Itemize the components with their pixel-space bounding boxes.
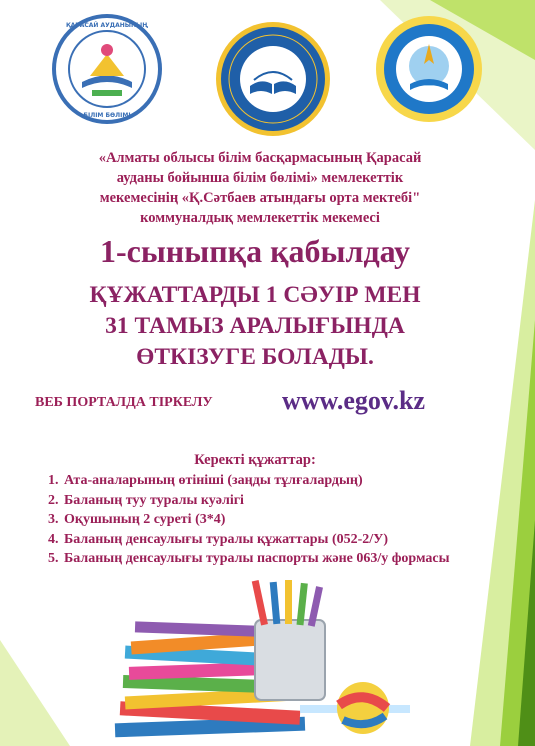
egov-link[interactable]: www.egov.kz xyxy=(282,386,425,415)
ministry-of-education-seal xyxy=(214,20,332,138)
header-line: мекемесінің «Қ.Сәтбаев атындағы орта мектебі" xyxy=(99,190,421,206)
documents-list xyxy=(42,471,462,569)
subtitle-line: ӨТКІЗУГЕ БОЛАДЫ. xyxy=(136,344,374,370)
registration-label: ВЕБ ПОРТАЛДА ТІРКЕЛУ xyxy=(35,395,213,410)
documents-title: Керекті құжаттар: xyxy=(194,452,316,468)
header-line: ауданы бойынша білім бөлімі» мемлекеттік xyxy=(116,170,404,186)
header-line: коммуналдық мемлекеттік мекемесі xyxy=(140,210,380,226)
header-line: «Алматы облысы білім басқармасының Қарасай xyxy=(98,150,422,166)
subtitle-line: 31 ТАМЫЗ АРАЛЫҒЫНДА xyxy=(105,313,405,339)
svg-text:ҚАРАСАЙ АУДАНЫНЫҢ: ҚАРАСАЙ АУДАНЫНЫҢ xyxy=(66,22,148,29)
school-supplies-illustration xyxy=(95,580,455,746)
svg-text:БІЛІМ БӨЛІМІ: БІЛІМ БӨЛІМІ xyxy=(83,112,131,119)
list-item: 4. Баланың денсаулығы туралы құжаттары (052-2/У) xyxy=(62,530,462,550)
list-item: 5. Баланың денсаулығы туралы паспорты және 063/у формасы xyxy=(62,549,462,569)
subtitle xyxy=(30,280,480,373)
karasai-education-department-logo xyxy=(52,14,162,124)
list-item: 1. Ата-аналарының өтініші (заңды тұлғалардың) xyxy=(62,471,462,491)
satbayev-school-emblem xyxy=(374,14,484,124)
list-item: 2. Баланың туу туралы куәлігі xyxy=(62,491,462,511)
subtitle-line: ҚҰЖАТТАРДЫ 1 СӘУІР МЕН xyxy=(89,282,421,308)
page-title: 1-сыныпқа қабылдау xyxy=(99,233,411,269)
school-header xyxy=(40,148,480,228)
list-item: 3. Оқушының 2 суреті (3*4) xyxy=(62,510,462,530)
